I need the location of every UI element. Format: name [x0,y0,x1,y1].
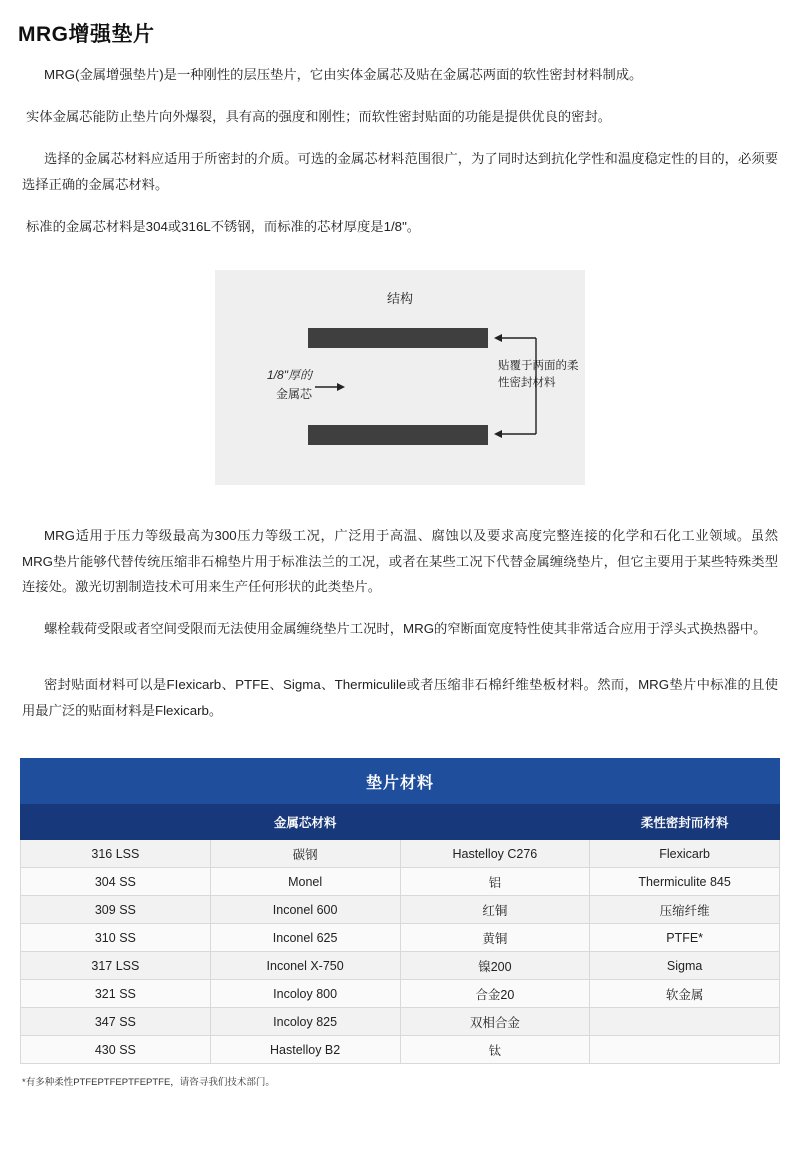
cell: PTFE* [590,924,780,952]
cell [590,1036,780,1064]
cell: Inconel 600 [210,896,400,924]
paragraph-6: 螺栓载荷受限或者空间受限而无法使用金属缠绕垫片工况时，MRG的窄断面宽度特性使其非常适合应用于浮头式换热器中。 [44,621,767,637]
subheader-sealing: 柔性密封而材料 [590,804,780,840]
cell: 317 LSS [21,952,211,980]
sealing-facing-label: 贴覆于两面的柔性密封材料 [498,359,579,390]
cell: 黄铜 [400,924,590,952]
cell: 321 SS [21,980,211,1008]
figure-container [0,270,800,485]
table-row [21,868,780,896]
cell: 316 LSS [21,840,211,868]
metal-core-bar-top [308,328,488,348]
table-row [21,1008,780,1036]
table-row [21,840,780,868]
cell: 310 SS [21,924,211,952]
paragraph-5: MRG适用于压力等级最高为300压力等级工况，广泛用于高温、腐蚀以及要求高度完整连接的化学和石化工业领域。虽然MRG垫片能够代替传统压缩非石棉垫片用于标准法兰的工况，或者在某些工况下代替金属缠绕垫片，但它主要用于某些特殊类型连接处。激光切割制造技术可用来生产任何形状的此类垫片。 [22,527,778,595]
paragraph-3: 选择的金属芯材料应适用于所密封的介质。可选的金属芯材料范围很广，为了同时达到抗化学性和温度稳定性的目的，必须要选择正确的金属芯材料。 [22,150,778,192]
cell: Hastelloy C276 [400,840,590,868]
cell: Monel [210,868,400,896]
cell: Inconel 625 [210,924,400,952]
table-body [21,840,780,1064]
arrow-right-icon [315,382,345,392]
table-footnote: *有多种柔性PTFEPTFEPTFEPTFE，请咨寻我们技术部门。 [22,1077,275,1089]
paragraph-2: 实体金属芯能防止垫片向外爆裂，具有高的强度和刚性；而软性密封贴面的功能是提供优良的密封。 [26,108,612,124]
cell: Hastelloy B2 [210,1036,400,1064]
cell: 309 SS [21,896,211,924]
materials-table [20,758,780,1064]
cell: 红铜 [400,896,590,924]
table-row [21,896,780,924]
paragraph-4: 标准的金属芯材料是304或316L不锈钢，而标准的芯材厚度是1/8"。 [26,218,421,234]
cell: Incoloy 800 [210,980,400,1008]
cell: 压缩纤维 [590,896,780,924]
table-row [21,980,780,1008]
cell: 镍200 [400,952,590,980]
paragraph-7: 密封贴面材料可以是FIexicarb、PTFE、Sigma、Thermiculile或者压缩非石棉纤维垫板材料。然而，MRG垫片中标准的且使用最广泛的贴面材料是Flexicarb。 [22,677,778,719]
cell: 304 SS [21,868,211,896]
metal-core-label-line2: 金属芯 [275,386,312,401]
page-title: MRG增强垫片 [18,23,155,46]
cell: 软金属 [590,980,780,1008]
cell: 碳钢 [210,840,400,868]
cell: 347 SS [21,1008,211,1036]
cell: Inconel X-750 [210,952,400,980]
table-row [21,1036,780,1064]
cell: Thermiculite 845 [590,868,780,896]
cell: 430 SS [21,1036,211,1064]
subheader-metal-core: 金属芯材料 [21,804,590,840]
metal-core-bar-bottom [308,425,488,445]
metal-core-label-line1: 1/8"厚的 [267,367,312,382]
gasket-structure-diagram [215,270,585,485]
table-subheader-row [21,804,780,840]
cell: Incoloy 825 [210,1008,400,1036]
cell: 钛 [400,1036,590,1064]
table-title: 垫片材料 [21,759,780,804]
figure-caption: 结构 [386,290,413,306]
cell [590,1008,780,1036]
cell: 双相合金 [400,1008,590,1036]
document-page [0,18,800,1174]
cell: 铝 [400,868,590,896]
cell: 合金20 [400,980,590,1008]
table-row [21,924,780,952]
cell: Sigma [590,952,780,980]
metal-core-label [212,366,312,404]
cell: Flexicarb [590,840,780,868]
paragraph-1: MRG(金属增强垫片)是一种刚性的层压垫片，它由实体金属芯及贴在金属芯两面的软性密封材料制成。 [44,67,643,82]
table-row [21,952,780,980]
table-title-row [21,759,780,804]
